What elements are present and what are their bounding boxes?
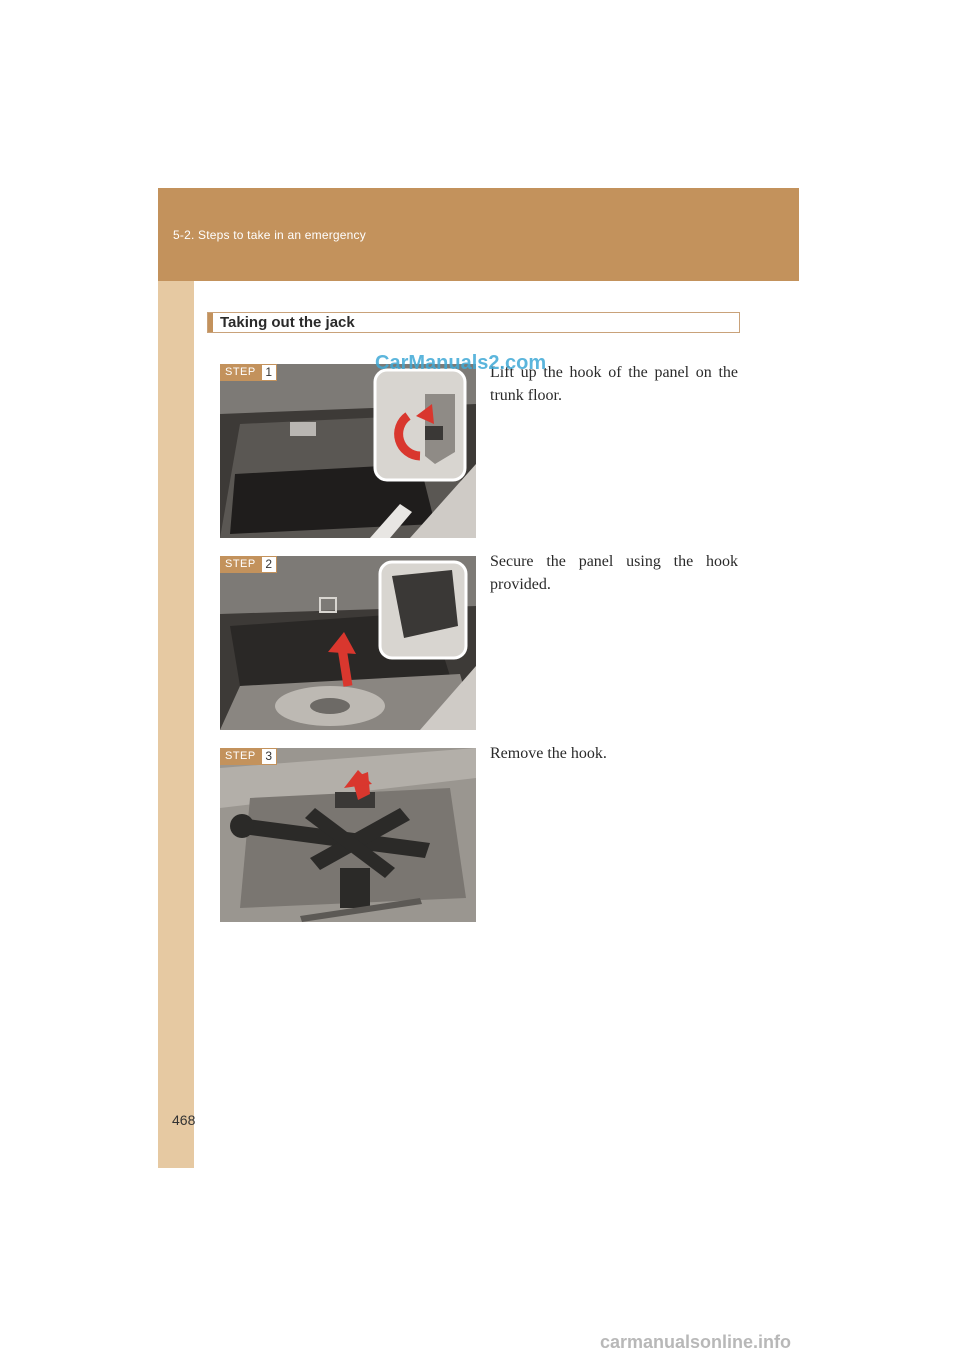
step-1-text: Lift up the hook of the panel on the trunk floor. [490, 364, 738, 404]
jack-hook-image [220, 748, 476, 922]
header-section-title: 5-2. Steps to take in an emergency [173, 228, 366, 242]
step-3-text: Remove the hook. [490, 745, 607, 762]
page-number: 468 [172, 1112, 196, 1128]
step-number: 1 [261, 364, 277, 381]
step-1-badge [220, 364, 277, 381]
section-header-bar [208, 313, 213, 332]
step-2-badge [220, 556, 277, 573]
step-3-badge [220, 748, 277, 765]
step-number: 2 [261, 556, 277, 573]
step-label: STEP [220, 748, 261, 765]
section-header [207, 312, 740, 333]
step-2-text: Secure the panel using the hook provided. [490, 553, 738, 593]
watermark-text: CarManuals2.com [375, 352, 547, 374]
step-2-illustration [220, 556, 476, 730]
section-title: Taking out the jack [220, 314, 355, 331]
step-3-illustration [220, 748, 476, 922]
step-1-illustration [220, 364, 476, 538]
step-label: STEP [220, 364, 261, 381]
trunk-open-image [220, 364, 476, 538]
trunk-panel-raised-image [220, 556, 476, 730]
step-label: STEP [220, 556, 261, 573]
step-number: 3 [261, 748, 277, 765]
footer-watermark: carmanualsonline.info [600, 1332, 792, 1352]
side-strip [158, 281, 194, 1168]
